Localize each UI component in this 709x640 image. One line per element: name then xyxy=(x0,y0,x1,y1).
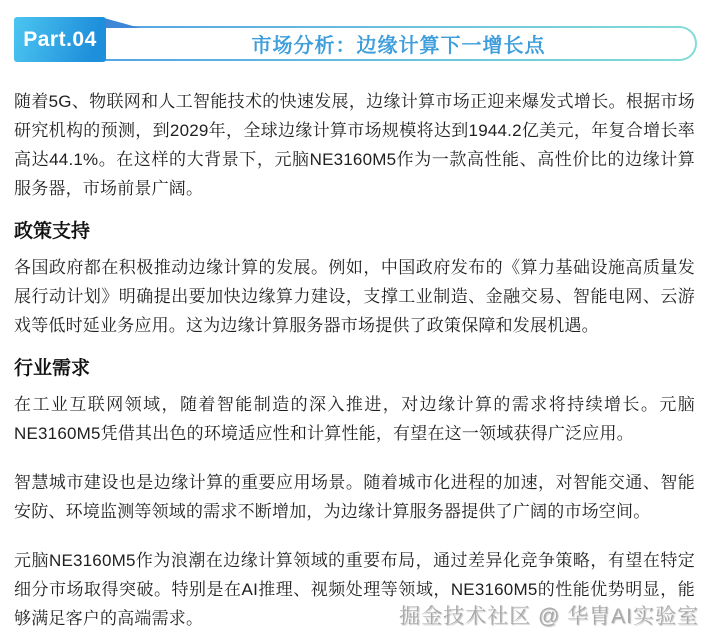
section-title: 市场分析：边缘计算下一增长点 xyxy=(251,35,546,57)
section-heading-industry-demand: 行业需求 xyxy=(14,358,91,379)
part-number-badge xyxy=(14,17,106,62)
part-number-label: Part.04 xyxy=(23,27,97,51)
article-body xyxy=(14,63,695,633)
section-heading-policy-support: 政策支持 xyxy=(14,221,91,242)
watermark: 掘金技术社区 @ 华胄AI实验室 xyxy=(399,605,699,628)
industry-demand-paragraph-1: 在工业互联网领域，随着智能制造的深入推进，对边缘计算的需求将持续增长。元脑NE3160M5凭借其出色的环境适应性和计算性能，有望在这一领域获得广泛应用。 xyxy=(14,395,695,443)
section-title-bar xyxy=(100,26,697,61)
policy-support-paragraph: 各国政府都在积极推动边缘计算的发展。例如，中国政府发布的《算力基础设施高质量发展行动计划》明确提出要加快边缘算力建设，支撑工业制造、金融交易、智能电网、云游戏等低时延业务应用。这为边缘计算服务器市场提供了政策保障和发展机遇。 xyxy=(14,258,695,335)
section-header xyxy=(14,17,697,63)
industry-demand-paragraph-3: 元脑NE3160M5作为浪潮在边缘计算领域的重要布局，通过差异化竞争策略，有望在特定细分市场取得突破。特别是在AI推理、视频处理等领域，NE3160M5的性能优势明显，能够满足客户的高端需求。 xyxy=(14,551,695,628)
intro-paragraph: 随着5G、物联网和人工智能技术的快速发展，边缘计算市场正迎来爆发式增长。根据市场研究机构的预测，到2029年，全球边缘计算市场规模将达到1944.2亿美元，年复合增长率高达44.1%。在这样的大背景下，元脑NE3160M5作为一款高性能、高性价比的边缘计算服务器，市场前景广阔。 xyxy=(14,92,695,198)
industry-demand-paragraph-2: 智慧城市建设也是边缘计算的重要应用场景。随着城市化进程的加速，对智能交通、智能安防、环境监测等领域的需求不断增加，为边缘计算服务器提供了广阔的市场空间。 xyxy=(14,473,695,521)
